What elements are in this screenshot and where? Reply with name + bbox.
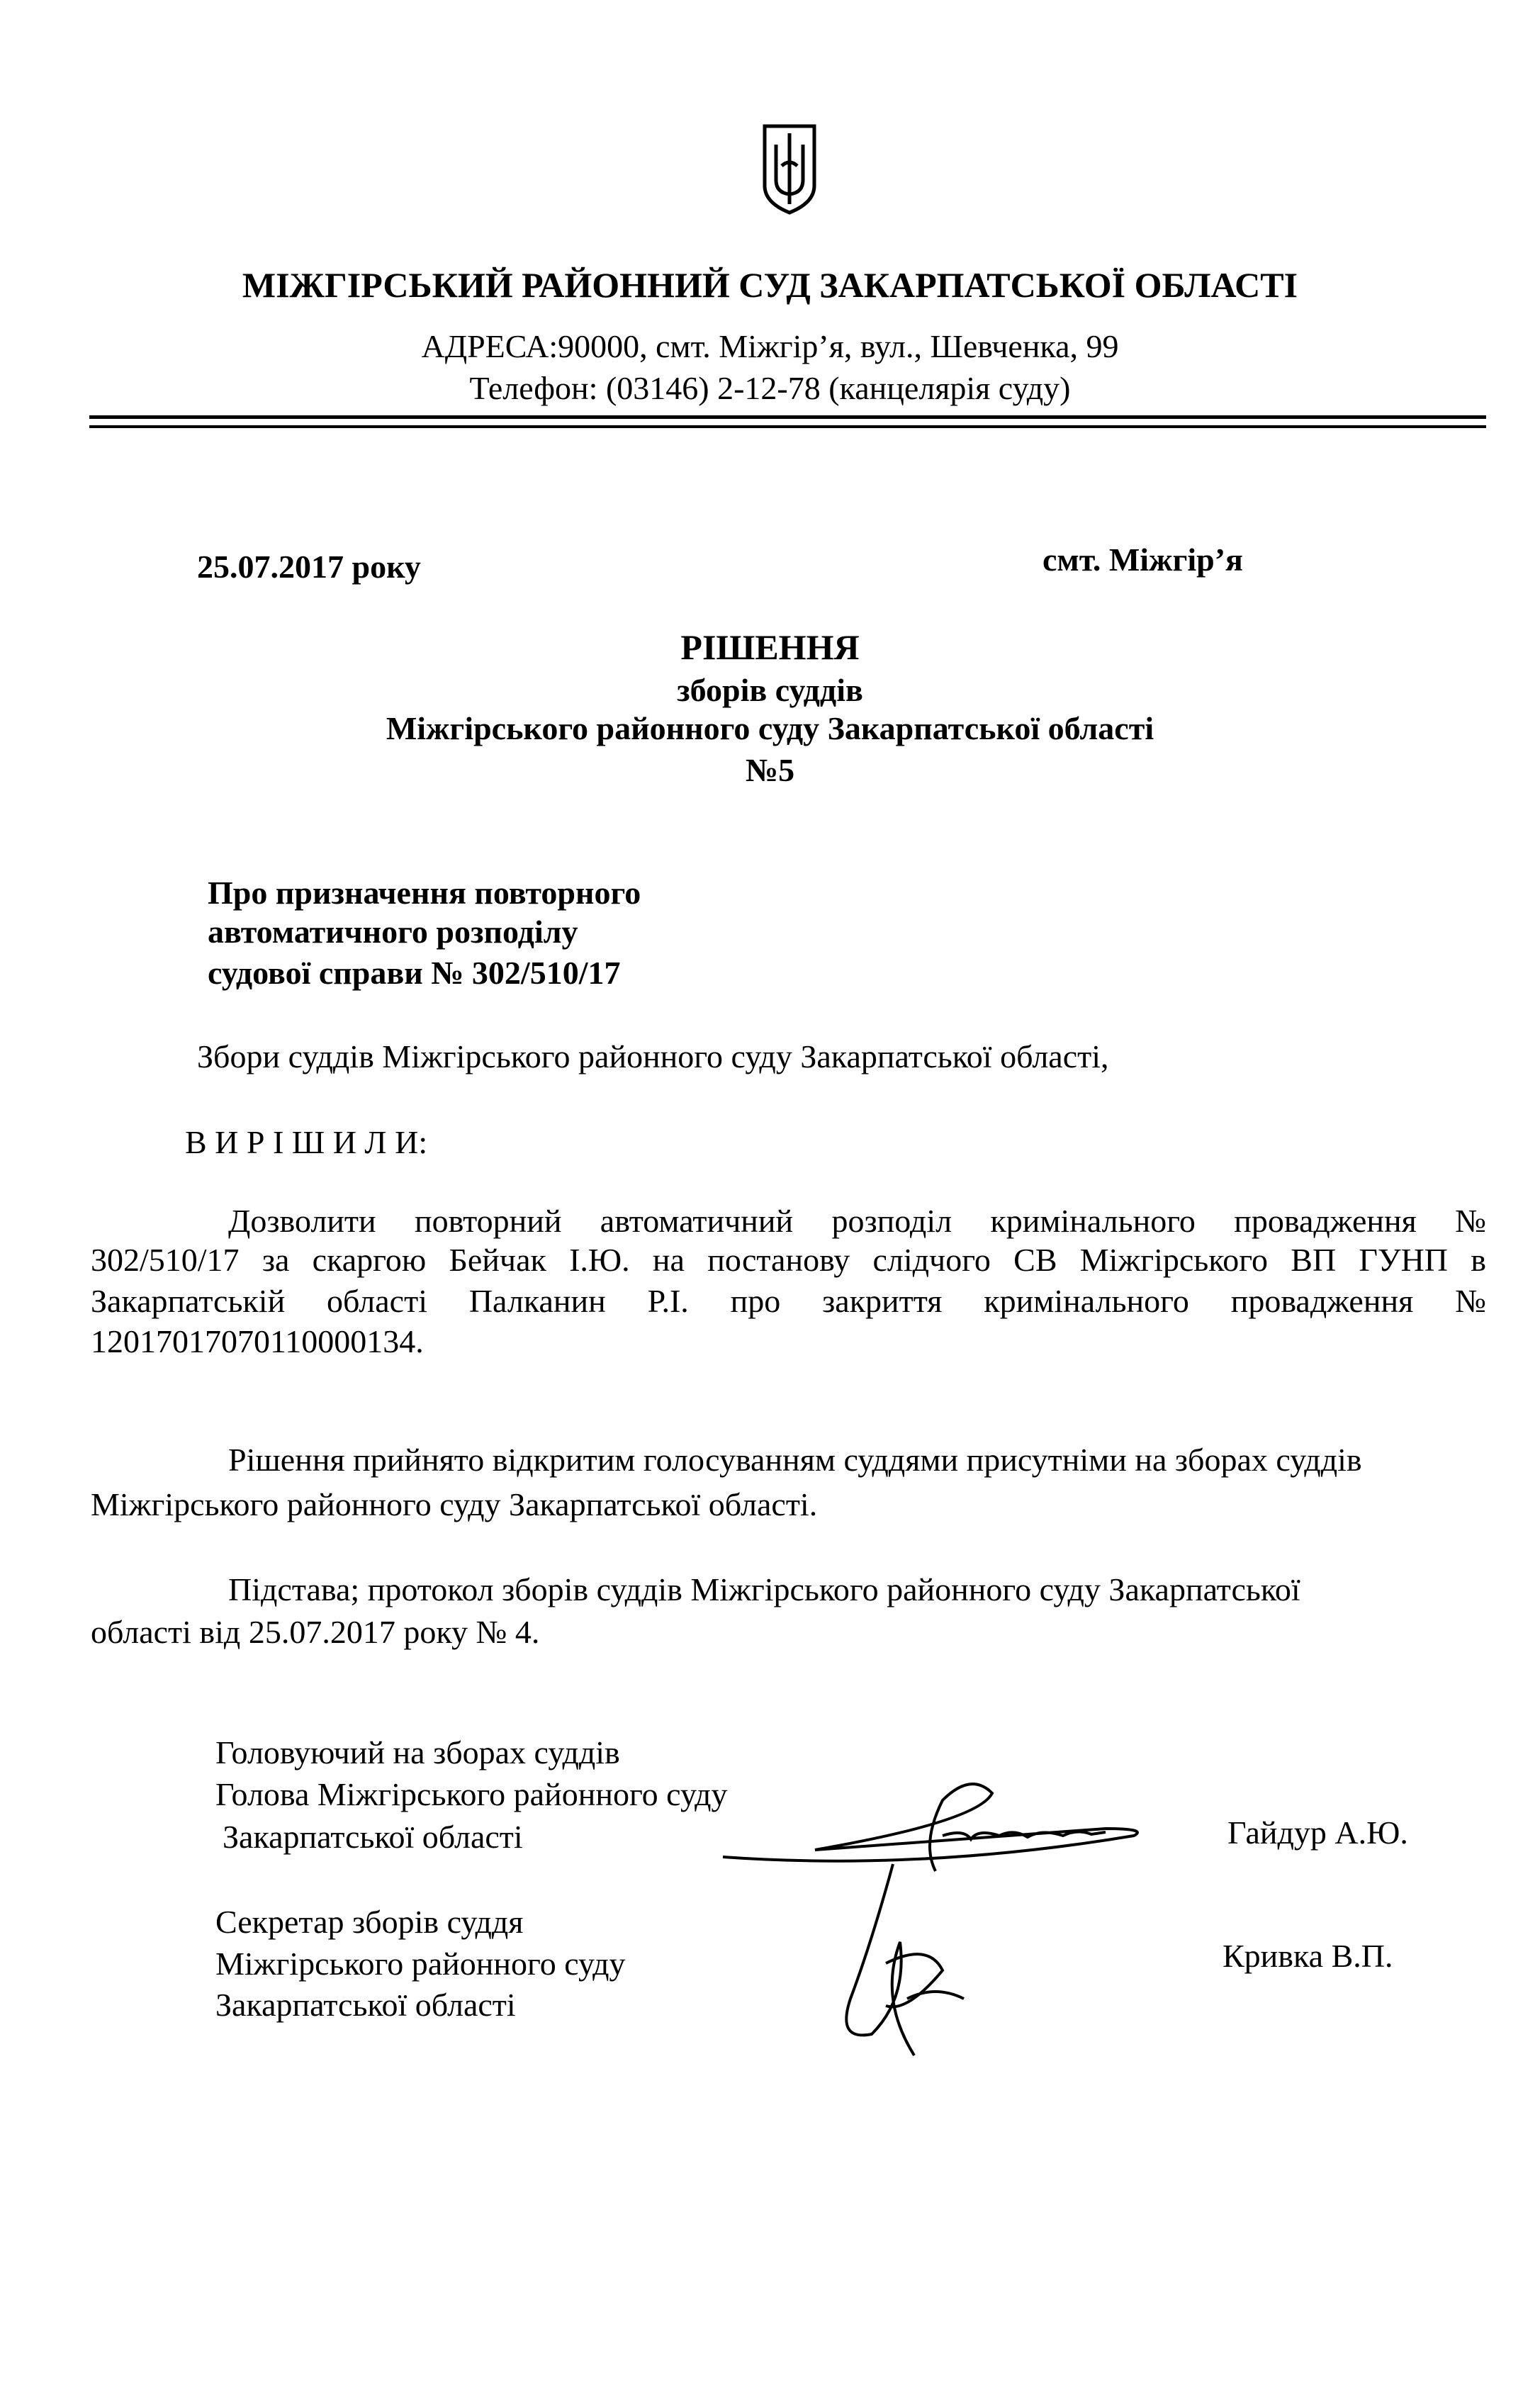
document-subtitle: зборів суддів xyxy=(677,672,863,708)
court-phone: Телефон: (03146) 2-12-78 (канцелярія суду) xyxy=(469,370,1071,406)
document-number: №5 xyxy=(745,752,795,788)
secretary-name: Кривка В.П. xyxy=(1223,1938,1393,1974)
basis-line: області від 25.07.2017 року № 4. xyxy=(91,1614,540,1650)
court-name: МІЖГІРСЬКИЙ РАЙОННИЙ СУД ЗАКАРПАТСЬКОЇ ОБЛАСТІ xyxy=(242,265,1298,305)
document-court: Міжгірського районного суду Закарпатської області xyxy=(386,710,1154,746)
basis-line: Підстава; протокол зборів суддів Міжгірського районного суду Закарпатської xyxy=(228,1571,1300,1607)
decision-place: смт. Міжгір’я xyxy=(1042,541,1243,578)
decision-line: Дозволити повторний автоматичний розподіл кримінального провадження № xyxy=(228,1203,1486,1239)
secretary-signature xyxy=(822,1857,978,2063)
secretary-title: Закарпатської області xyxy=(215,1987,516,2023)
secretary-title: Міжгірського районного суду xyxy=(215,1946,626,1982)
decision-line: 302/510/17 за скаргою Бейчак І.Ю. на постанову слідчого СВ Міжгірського ВП ГУНП в xyxy=(91,1242,1486,1278)
decision-line: Закарпатській області Палканин Р.І. про закриття кримінального провадження № xyxy=(91,1283,1486,1319)
subject-line: судової справи № 302/510/17 xyxy=(208,955,621,991)
decision-line: 12017017070110000134. xyxy=(91,1323,424,1359)
decision-date: 25.07.2017 року xyxy=(197,549,421,585)
court-address: АДРЕСА:90000, смт. Міжгір’я, вул., Шевченка, 99 xyxy=(421,328,1119,364)
resolved-heading: В И Р І Ш И Л И: xyxy=(185,1124,428,1160)
chair-name: Гайдур А.Ю. xyxy=(1227,1814,1408,1851)
subject-line: Про призначення повторного xyxy=(208,875,641,911)
chair-title: Голова Міжгірського районного суду xyxy=(215,1776,728,1812)
secretary-title: Секретар зборів суддя xyxy=(215,1904,524,1940)
header-rule-top xyxy=(89,415,1486,419)
intro-text: Збори суддів Міжгірського районного суду Закарпатської області, xyxy=(197,1038,1109,1074)
header-rule-bottom xyxy=(89,425,1486,428)
coat-of-arms-icon xyxy=(762,123,817,215)
vote-line: Рішення прийнято відкритим голосуванням суддями присутніми на зборах суддів xyxy=(228,1442,1362,1478)
subject-line: автоматичного розподілу xyxy=(208,914,578,950)
document-title: РІШЕННЯ xyxy=(680,627,860,667)
chair-title: Головуючий на зборах суддів xyxy=(215,1734,620,1770)
chair-title: Закарпатської області xyxy=(223,1819,523,1855)
vote-line: Міжгірського районного суду Закарпатської області. xyxy=(91,1486,818,1522)
